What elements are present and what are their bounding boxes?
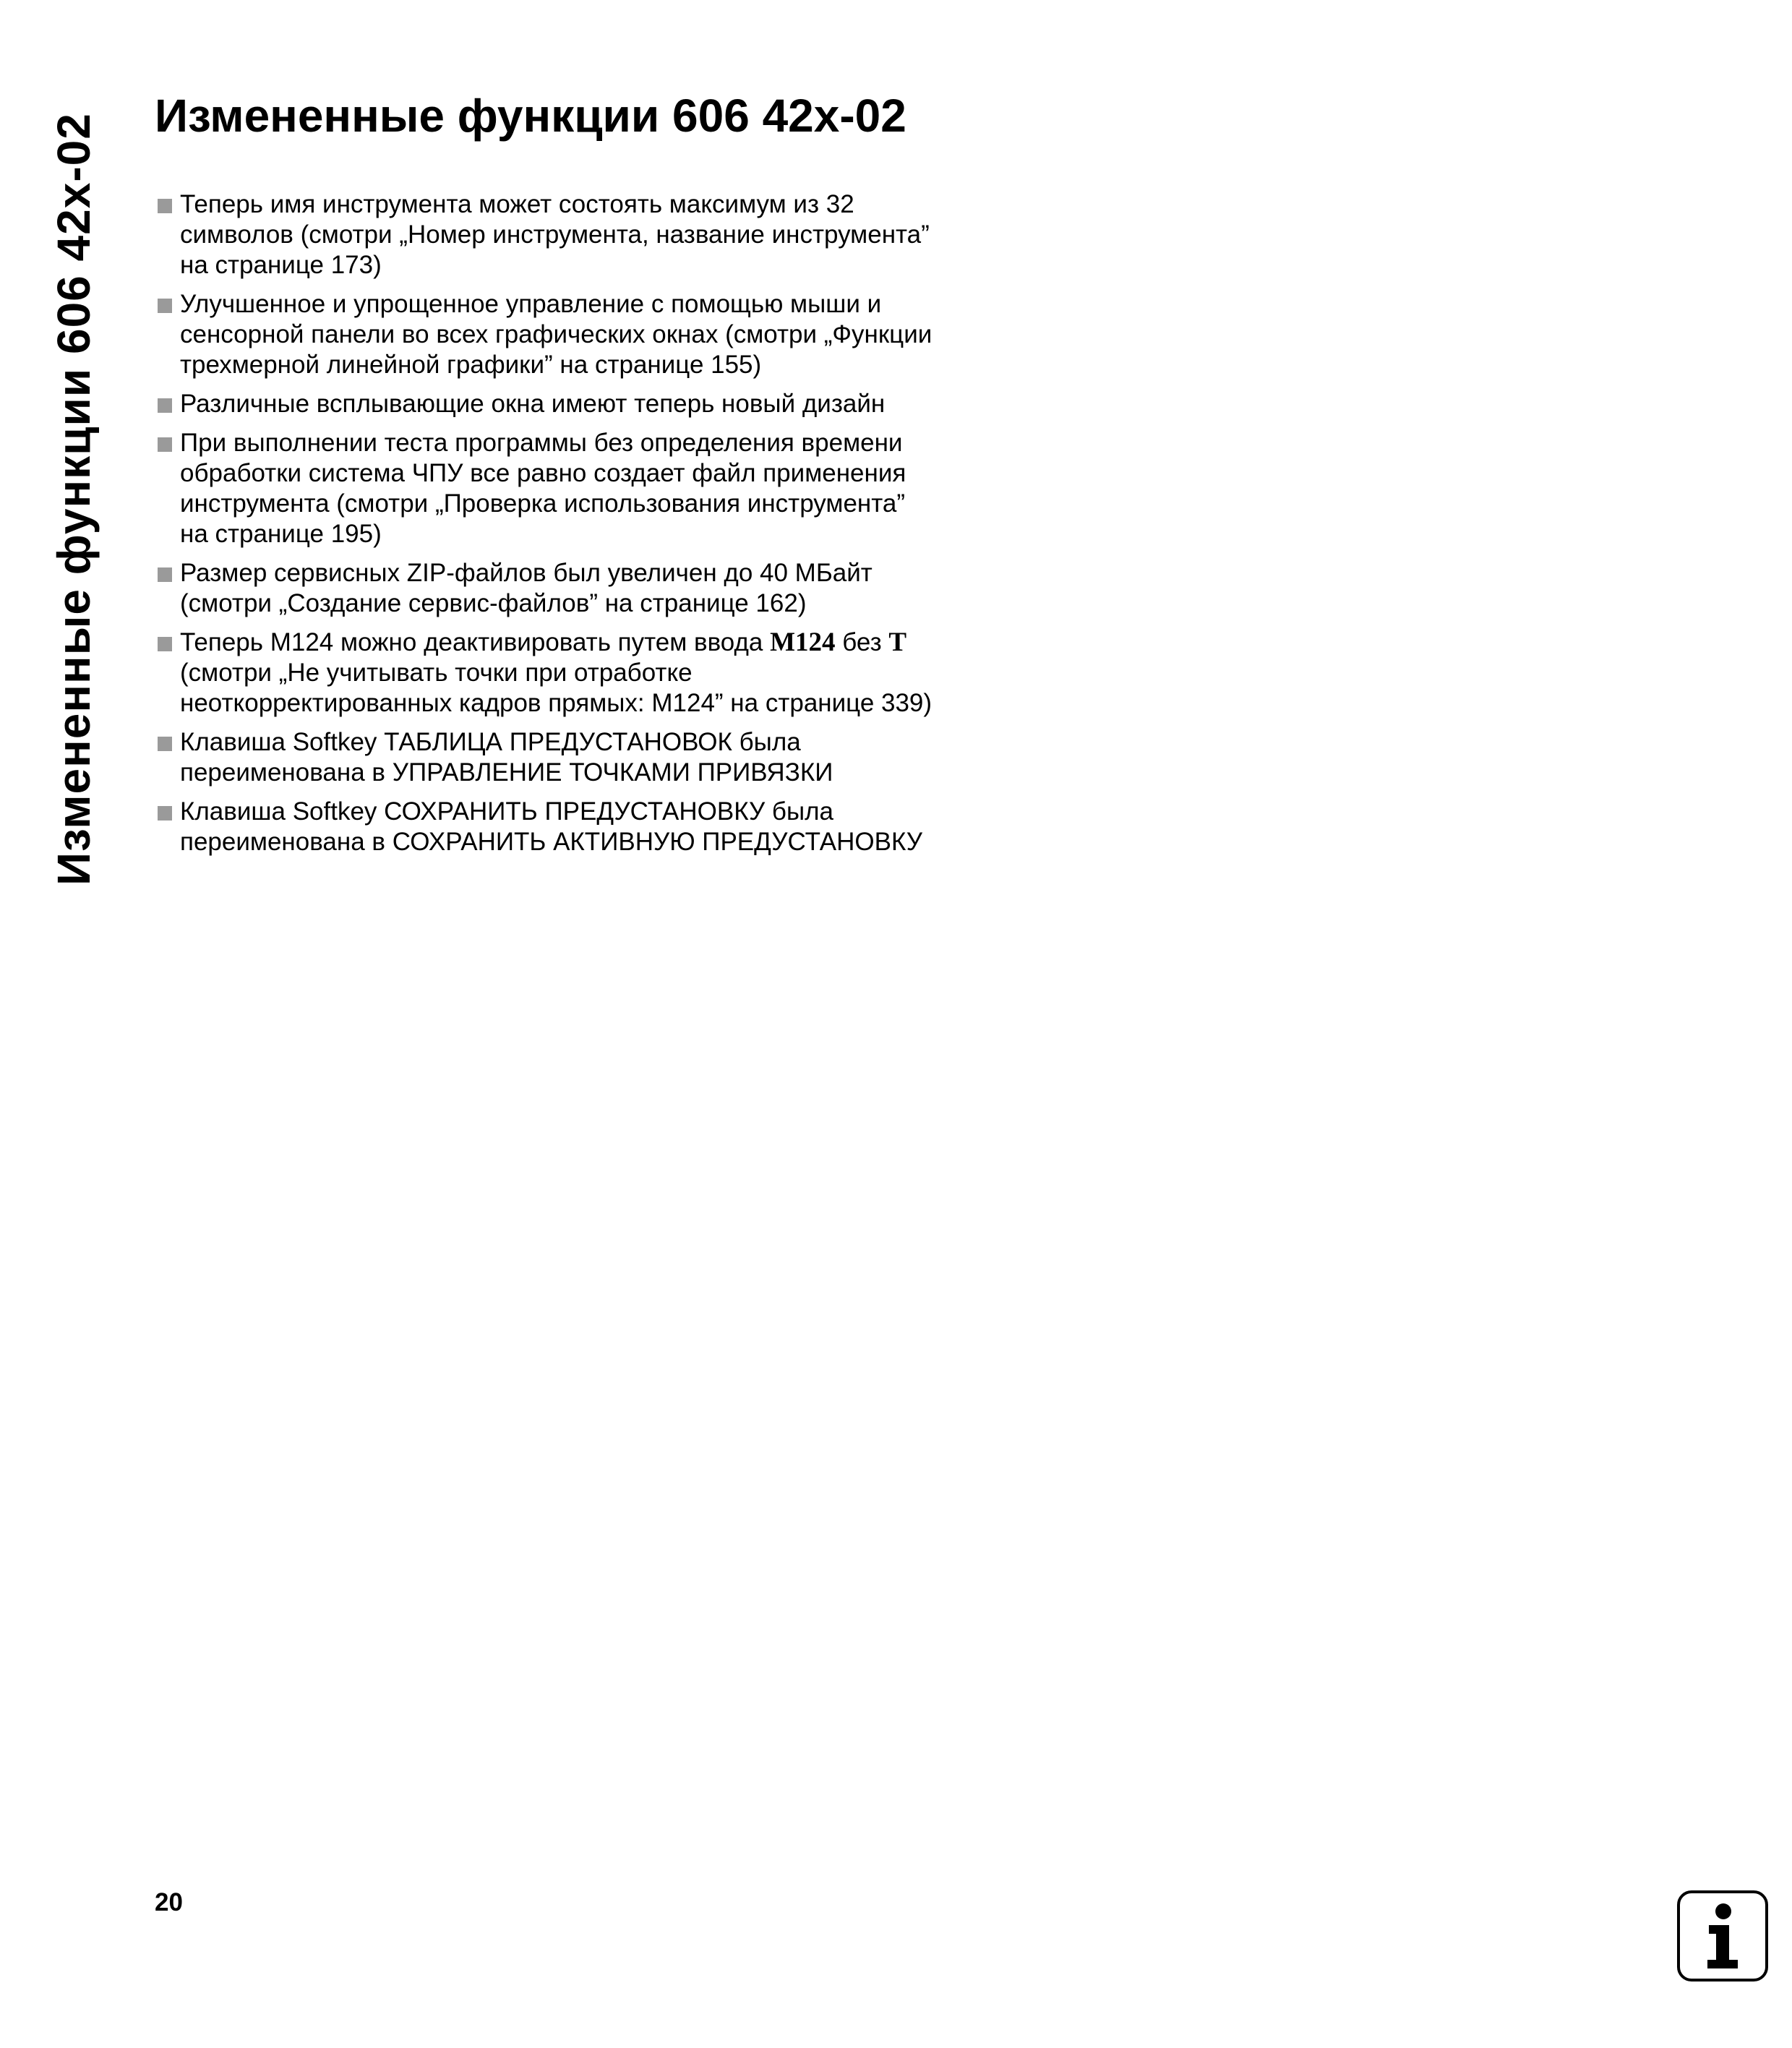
list-item bbox=[155, 727, 1022, 788]
list-item-text: Улучшенное и упрощенное управление с помощью мыши и сенсорной панели во всех графических окнах (смотри „Функции трехмерной линейной графики” на странице 155) bbox=[180, 290, 933, 379]
info-icon-glyph bbox=[1680, 1893, 1765, 1979]
list-item bbox=[155, 627, 1022, 719]
square-bullet-icon bbox=[158, 437, 172, 452]
square-bullet-icon bbox=[158, 398, 172, 413]
code-t: T bbox=[888, 627, 907, 657]
list-item-text: Теперь имя инструмента может состоять максимум из 32 символов (смотри „Номер инструмента, название инструмента” на странице 173) bbox=[180, 190, 930, 279]
list-item-text: Различные всплывающие окна имеют теперь новый дизайн bbox=[180, 390, 886, 418]
list-item-text: Клавиша Softkey ТАБЛИЦА ПРЕДУСТАНОВОК была переименована в УПРАВЛЕНИЕ ТОЧКАМИ ПРИВЯЗКИ bbox=[180, 728, 833, 787]
info-icon bbox=[1677, 1890, 1768, 1981]
square-bullet-icon bbox=[158, 637, 172, 651]
list-item bbox=[155, 558, 1022, 619]
square-bullet-icon bbox=[158, 567, 172, 582]
page-title: Измененные функции 606 42x-02 bbox=[155, 90, 906, 142]
square-bullet-icon bbox=[158, 199, 172, 213]
list-item-text: Теперь M124 можно деактивировать путем ввода M124 без T (смотри „Не учитывать точки при отработке неоткорректированных кадров прямых: M124” на странице 339) bbox=[180, 627, 933, 717]
list-item bbox=[155, 797, 1022, 857]
list-item-text: При выполнении теста программы без определения времени обработки система ЧПУ все равно создает файл применения инструмента (смотри „Проверка использования инструмента” на странице 195) bbox=[180, 429, 906, 548]
list-item bbox=[155, 289, 1022, 380]
list-item-text: Клавиша Softkey СОХРАНИТЬ ПРЕДУСТАНОВКУ была переименована в СОХРАНИТЬ АКТИВНУЮ ПРЕДУСТАНОВКУ bbox=[180, 797, 922, 856]
list-item bbox=[155, 428, 1022, 549]
square-bullet-icon bbox=[158, 299, 172, 313]
code-m124: M124 bbox=[770, 627, 836, 657]
side-running-title: Измененные функции 606 42x-02 bbox=[48, 113, 100, 886]
list-item-text: Размер сервисных ZIP-файлов был увеличен до 40 МБайт (смотри „Создание сервис-файлов” на странице 162) bbox=[180, 559, 873, 617]
square-bullet-icon bbox=[158, 737, 172, 751]
square-bullet-icon bbox=[158, 806, 172, 821]
list-item bbox=[155, 189, 1022, 280]
changed-features-list bbox=[155, 189, 1022, 866]
list-item bbox=[155, 389, 1022, 419]
page-number: 20 bbox=[155, 1888, 183, 1916]
